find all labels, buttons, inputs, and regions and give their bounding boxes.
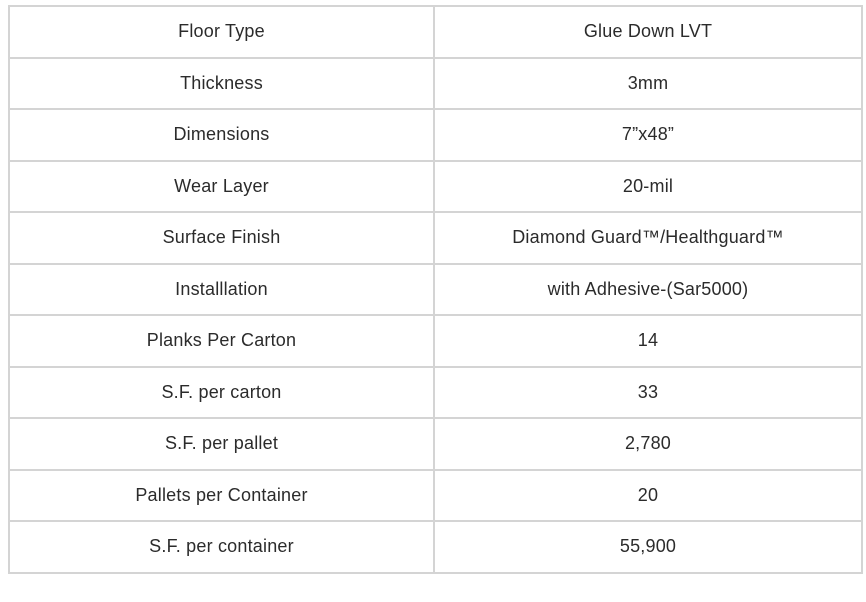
table-row bbox=[9, 6, 862, 58]
spec-label-cell: Installlation bbox=[9, 264, 434, 316]
spec-label-cell: Thickness bbox=[9, 58, 434, 110]
table-row bbox=[9, 212, 862, 264]
spec-label-cell: S.F. per carton bbox=[9, 367, 434, 419]
spec-value-cell: 14 bbox=[434, 315, 862, 367]
spec-value-cell: with Adhesive-(Sar5000) bbox=[434, 264, 862, 316]
spec-label-cell: Planks Per Carton bbox=[9, 315, 434, 367]
spec-value-cell: 20-mil bbox=[434, 161, 862, 213]
table-row bbox=[9, 264, 862, 316]
spec-value-cell: 33 bbox=[434, 367, 862, 419]
spec-value-cell: 3mm bbox=[434, 58, 862, 110]
table-row bbox=[9, 470, 862, 522]
spec-label-cell: Floor Type bbox=[9, 6, 434, 58]
spec-value-cell: Glue Down LVT bbox=[434, 6, 862, 58]
product-spec-table bbox=[8, 5, 863, 574]
spec-label-cell: S.F. per container bbox=[9, 521, 434, 573]
spec-value-cell: Diamond Guard™/Healthguard™ bbox=[434, 212, 862, 264]
table-row bbox=[9, 521, 862, 573]
spec-label-cell: Pallets per Container bbox=[9, 470, 434, 522]
spec-table-body bbox=[9, 6, 862, 573]
table-row bbox=[9, 367, 862, 419]
table-row bbox=[9, 418, 862, 470]
table-row bbox=[9, 109, 862, 161]
spec-label-cell: Surface Finish bbox=[9, 212, 434, 264]
spec-value-cell: 20 bbox=[434, 470, 862, 522]
table-row bbox=[9, 315, 862, 367]
spec-label-cell: Dimensions bbox=[9, 109, 434, 161]
spec-label-cell: S.F. per pallet bbox=[9, 418, 434, 470]
spec-value-cell: 7”x48” bbox=[434, 109, 862, 161]
table-row bbox=[9, 58, 862, 110]
spec-value-cell: 2,780 bbox=[434, 418, 862, 470]
spec-label-cell: Wear Layer bbox=[9, 161, 434, 213]
table-row bbox=[9, 161, 862, 213]
spec-value-cell: 55,900 bbox=[434, 521, 862, 573]
